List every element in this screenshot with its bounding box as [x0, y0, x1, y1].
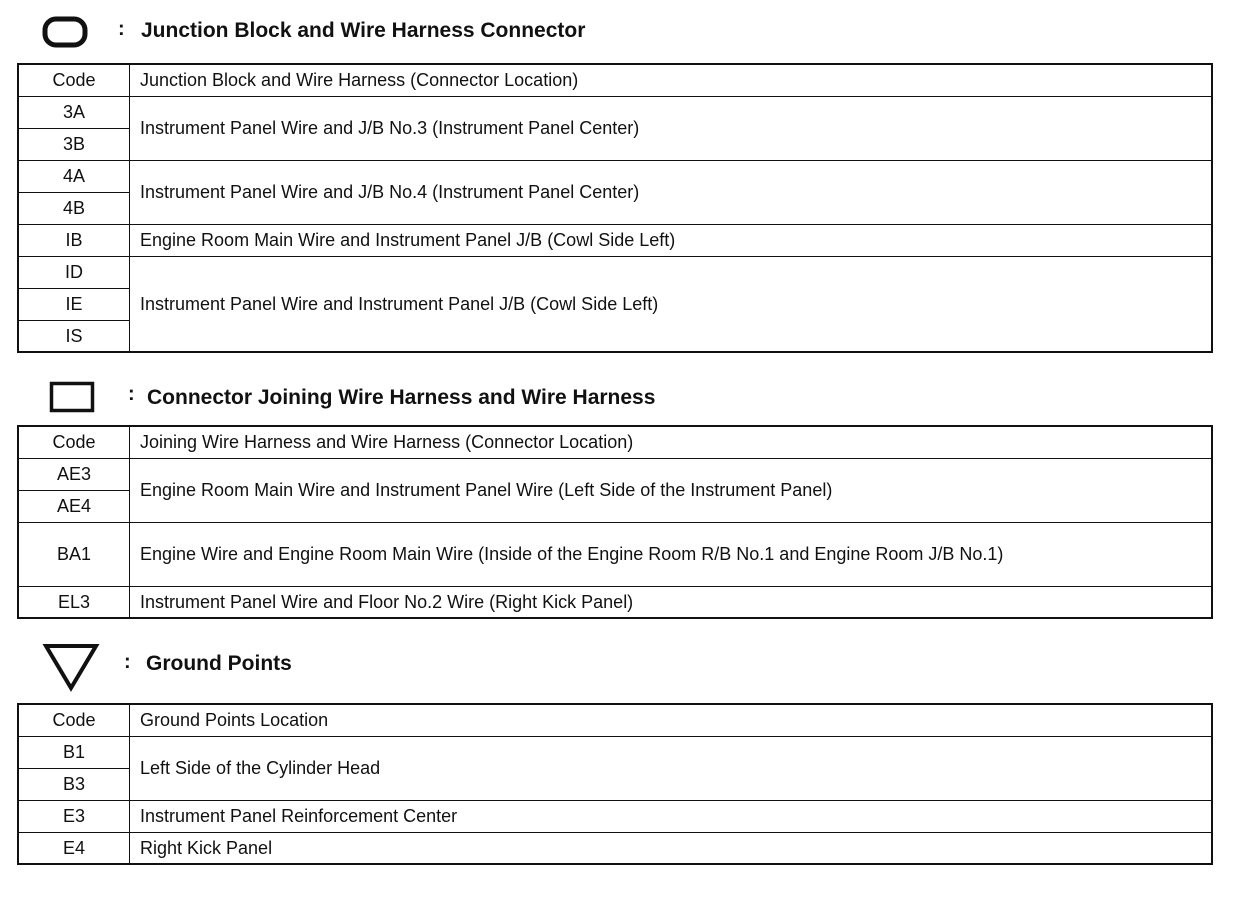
location-cell: Instrument Panel Wire and J/B No.3 (Instrument Panel Center): [130, 96, 1213, 160]
table-row: [18, 832, 1212, 864]
code-column-header: Code: [18, 704, 130, 736]
code-cell: IB: [18, 224, 130, 256]
code-cell: ID: [18, 256, 130, 288]
location-cell: Left Side of the Cylinder Head: [130, 736, 1213, 800]
heading-colon: :: [118, 18, 125, 40]
section-title: Junction Block and Wire Harness Connector: [141, 19, 586, 42]
code-cell: E3: [18, 800, 130, 832]
square-icon: [49, 381, 95, 413]
code-cell: B3: [18, 768, 130, 800]
section-ground-points-heading: [0, 638, 1248, 694]
section-junction-block-heading: [0, 10, 1248, 50]
location-cell: Instrument Panel Wire and Instrument Panel J/B (Cowl Side Left): [130, 256, 1213, 352]
table-row: [18, 522, 1212, 586]
location-cell: Engine Wire and Engine Room Main Wire (Inside of the Engine Room R/B No.1 and Engine Room J/B No.1): [130, 522, 1213, 586]
section-connector-joining-heading: [0, 376, 1248, 416]
table-header-row: [18, 64, 1212, 96]
location-cell: Instrument Panel Wire and J/B No.4 (Instrument Panel Center): [130, 160, 1213, 224]
code-cell: E4: [18, 832, 130, 864]
table-header-row: [18, 426, 1212, 458]
heading-colon: :: [128, 383, 135, 405]
table-row: [18, 224, 1212, 256]
code-cell: EL3: [18, 586, 130, 618]
connector-joining-table: [17, 425, 1213, 619]
location-cell: Engine Room Main Wire and Instrument Panel J/B (Cowl Side Left): [130, 224, 1213, 256]
table-row: [18, 160, 1212, 192]
triangle-ground-icon: [42, 642, 100, 692]
junction-block-table: [17, 63, 1213, 353]
code-cell: 3A: [18, 96, 130, 128]
code-cell: AE3: [18, 458, 130, 490]
table-row: [18, 586, 1212, 618]
table-header-row: [18, 704, 1212, 736]
ground-points-table: [17, 703, 1213, 865]
location-column-header: Joining Wire Harness and Wire Harness (Connector Location): [130, 426, 1213, 458]
code-cell: IS: [18, 320, 130, 352]
code-cell: 4A: [18, 160, 130, 192]
code-column-header: Code: [18, 426, 130, 458]
location-column-header: Ground Points Location: [130, 704, 1213, 736]
rounded-rectangle-icon: [42, 16, 88, 48]
code-cell: AE4: [18, 490, 130, 522]
code-cell: 3B: [18, 128, 130, 160]
code-cell: BA1: [18, 522, 130, 586]
location-cell: Instrument Panel Reinforcement Center: [130, 800, 1213, 832]
location-cell: Engine Room Main Wire and Instrument Panel Wire (Left Side of the Instrument Panel): [130, 458, 1213, 522]
table-row: [18, 458, 1212, 490]
location-cell: Right Kick Panel: [130, 832, 1213, 864]
code-cell: B1: [18, 736, 130, 768]
table-row: [18, 256, 1212, 288]
code-cell: IE: [18, 288, 130, 320]
location-column-header: Junction Block and Wire Harness (Connector Location): [130, 64, 1213, 96]
table-row: [18, 96, 1212, 128]
section-title: Connector Joining Wire Harness and Wire Harness: [147, 386, 656, 409]
location-cell: Instrument Panel Wire and Floor No.2 Wire (Right Kick Panel): [130, 586, 1213, 618]
heading-colon: :: [124, 651, 131, 673]
section-title: Ground Points: [146, 652, 292, 675]
table-row: [18, 800, 1212, 832]
table-row: [18, 736, 1212, 768]
code-cell: 4B: [18, 192, 130, 224]
code-column-header: Code: [18, 64, 130, 96]
